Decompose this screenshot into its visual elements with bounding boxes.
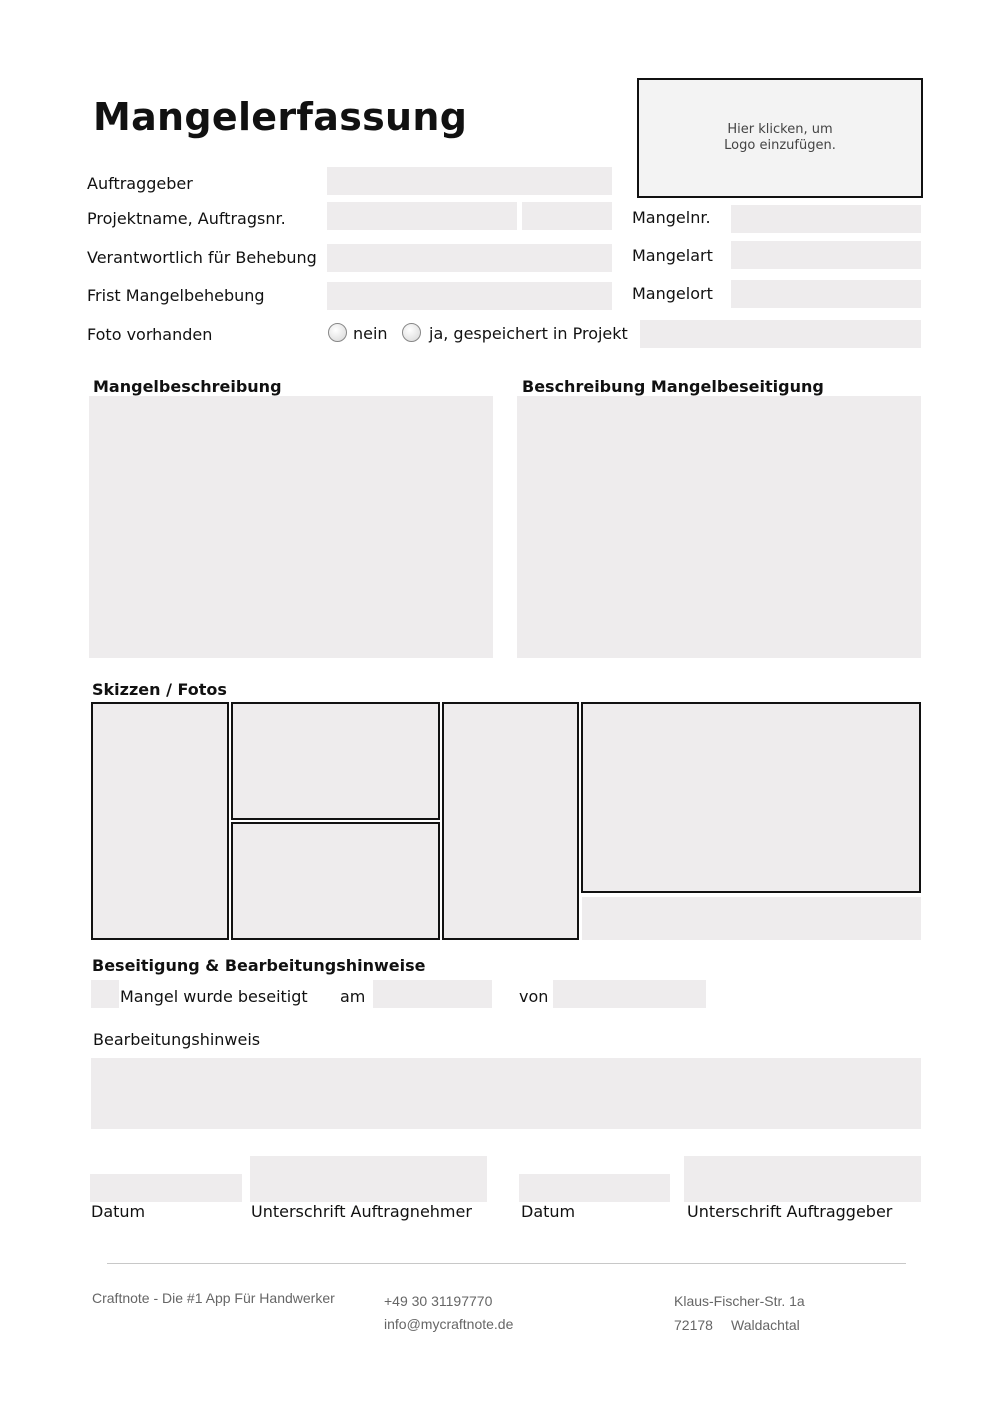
- unterschrift-auftragnehmer-label: Unterschrift Auftragnehmer: [251, 1202, 472, 1221]
- section-skizzen-fotos: Skizzen / Fotos: [92, 680, 227, 699]
- footer-phone: +49 30 31197770: [384, 1293, 493, 1309]
- unterschrift-auftraggeber-field[interactable]: [684, 1156, 921, 1202]
- auftragsnr-field[interactable]: [522, 202, 612, 230]
- footer-city: Waldachtal: [731, 1317, 800, 1333]
- page-title: Mangelerfassung: [93, 95, 468, 139]
- footer-street: Klaus-Fischer-Str. 1a: [674, 1293, 805, 1309]
- mangelnr-field[interactable]: [731, 205, 921, 233]
- verantwortlich-field[interactable]: [327, 244, 612, 272]
- auftraggeber-field[interactable]: [327, 167, 612, 195]
- label-frist: Frist Mangelbehebung: [87, 286, 265, 305]
- von-field[interactable]: [553, 980, 706, 1008]
- beseitigt-checkbox[interactable]: [91, 980, 119, 1008]
- footer-email[interactable]: info@mycraftnote.de: [384, 1316, 514, 1332]
- label-foto: Foto vorhanden: [87, 325, 213, 344]
- datum-label-1: Datum: [91, 1202, 146, 1221]
- photo-slot-5[interactable]: [581, 702, 921, 893]
- photo-slot-1[interactable]: [91, 702, 229, 940]
- footer-zip: 72178: [674, 1317, 713, 1333]
- footer-divider: [107, 1263, 906, 1264]
- label-mangelort: Mangelort: [632, 284, 713, 303]
- logo-placeholder-line2: Logo einzufügen.: [724, 138, 836, 153]
- beseitigt-label: Mangel wurde beseitigt: [120, 987, 308, 1006]
- label-mangelnr: Mangelnr.: [632, 208, 711, 227]
- logo-placeholder[interactable]: [637, 78, 923, 198]
- section-beseitigung-hinweise: Beseitigung & Bearbeitungshinweise: [92, 956, 426, 975]
- mangelart-field[interactable]: [731, 241, 921, 269]
- unterschrift-auftragnehmer-field[interactable]: [250, 1156, 487, 1202]
- photo-caption-field[interactable]: [582, 897, 921, 940]
- label-projektname: Projektname, Auftragsnr.: [87, 209, 286, 228]
- radio-nein-label: nein: [353, 324, 388, 343]
- footer-brand: Craftnote - Die #1 App Für Handwerker: [92, 1290, 335, 1306]
- photo-slot-4[interactable]: [442, 702, 579, 940]
- projekt-speicherort-field[interactable]: [640, 320, 921, 348]
- bearbeitungshinweis-label: Bearbeitungshinweis: [93, 1030, 261, 1049]
- projektname-field[interactable]: [327, 202, 517, 230]
- datum-label-2: Datum: [521, 1202, 576, 1221]
- bearbeitungshinweis-textarea[interactable]: [91, 1058, 921, 1129]
- mangelbeschreibung-textarea[interactable]: [89, 396, 493, 658]
- frist-field[interactable]: [327, 282, 612, 310]
- am-date-field[interactable]: [373, 980, 492, 1008]
- mangelort-field[interactable]: [731, 280, 921, 308]
- beseitigung-textarea[interactable]: [517, 396, 921, 658]
- photo-slot-3[interactable]: [231, 822, 440, 940]
- radio-ja[interactable]: [402, 323, 421, 342]
- am-label: am: [340, 987, 366, 1006]
- radio-ja-label: ja, gespeichert in Projekt: [429, 324, 628, 343]
- label-mangelart: Mangelart: [632, 246, 713, 265]
- datum-auftragnehmer-field[interactable]: [90, 1174, 242, 1202]
- logo-placeholder-line1: Hier klicken, um: [727, 122, 833, 137]
- section-mangelbeschreibung: Mangelbeschreibung: [93, 377, 282, 396]
- datum-auftraggeber-field[interactable]: [519, 1174, 670, 1202]
- section-beschreibung-mangelbeseitigung: Beschreibung Mangelbeseitigung: [522, 377, 824, 396]
- label-auftraggeber: Auftraggeber: [87, 174, 193, 193]
- unterschrift-auftraggeber-label: Unterschrift Auftraggeber: [687, 1202, 893, 1221]
- radio-nein[interactable]: [328, 323, 347, 342]
- photo-slot-2[interactable]: [231, 702, 440, 820]
- label-verantwortlich: Verantwortlich für Behebung: [87, 248, 317, 267]
- von-label: von: [519, 987, 549, 1006]
